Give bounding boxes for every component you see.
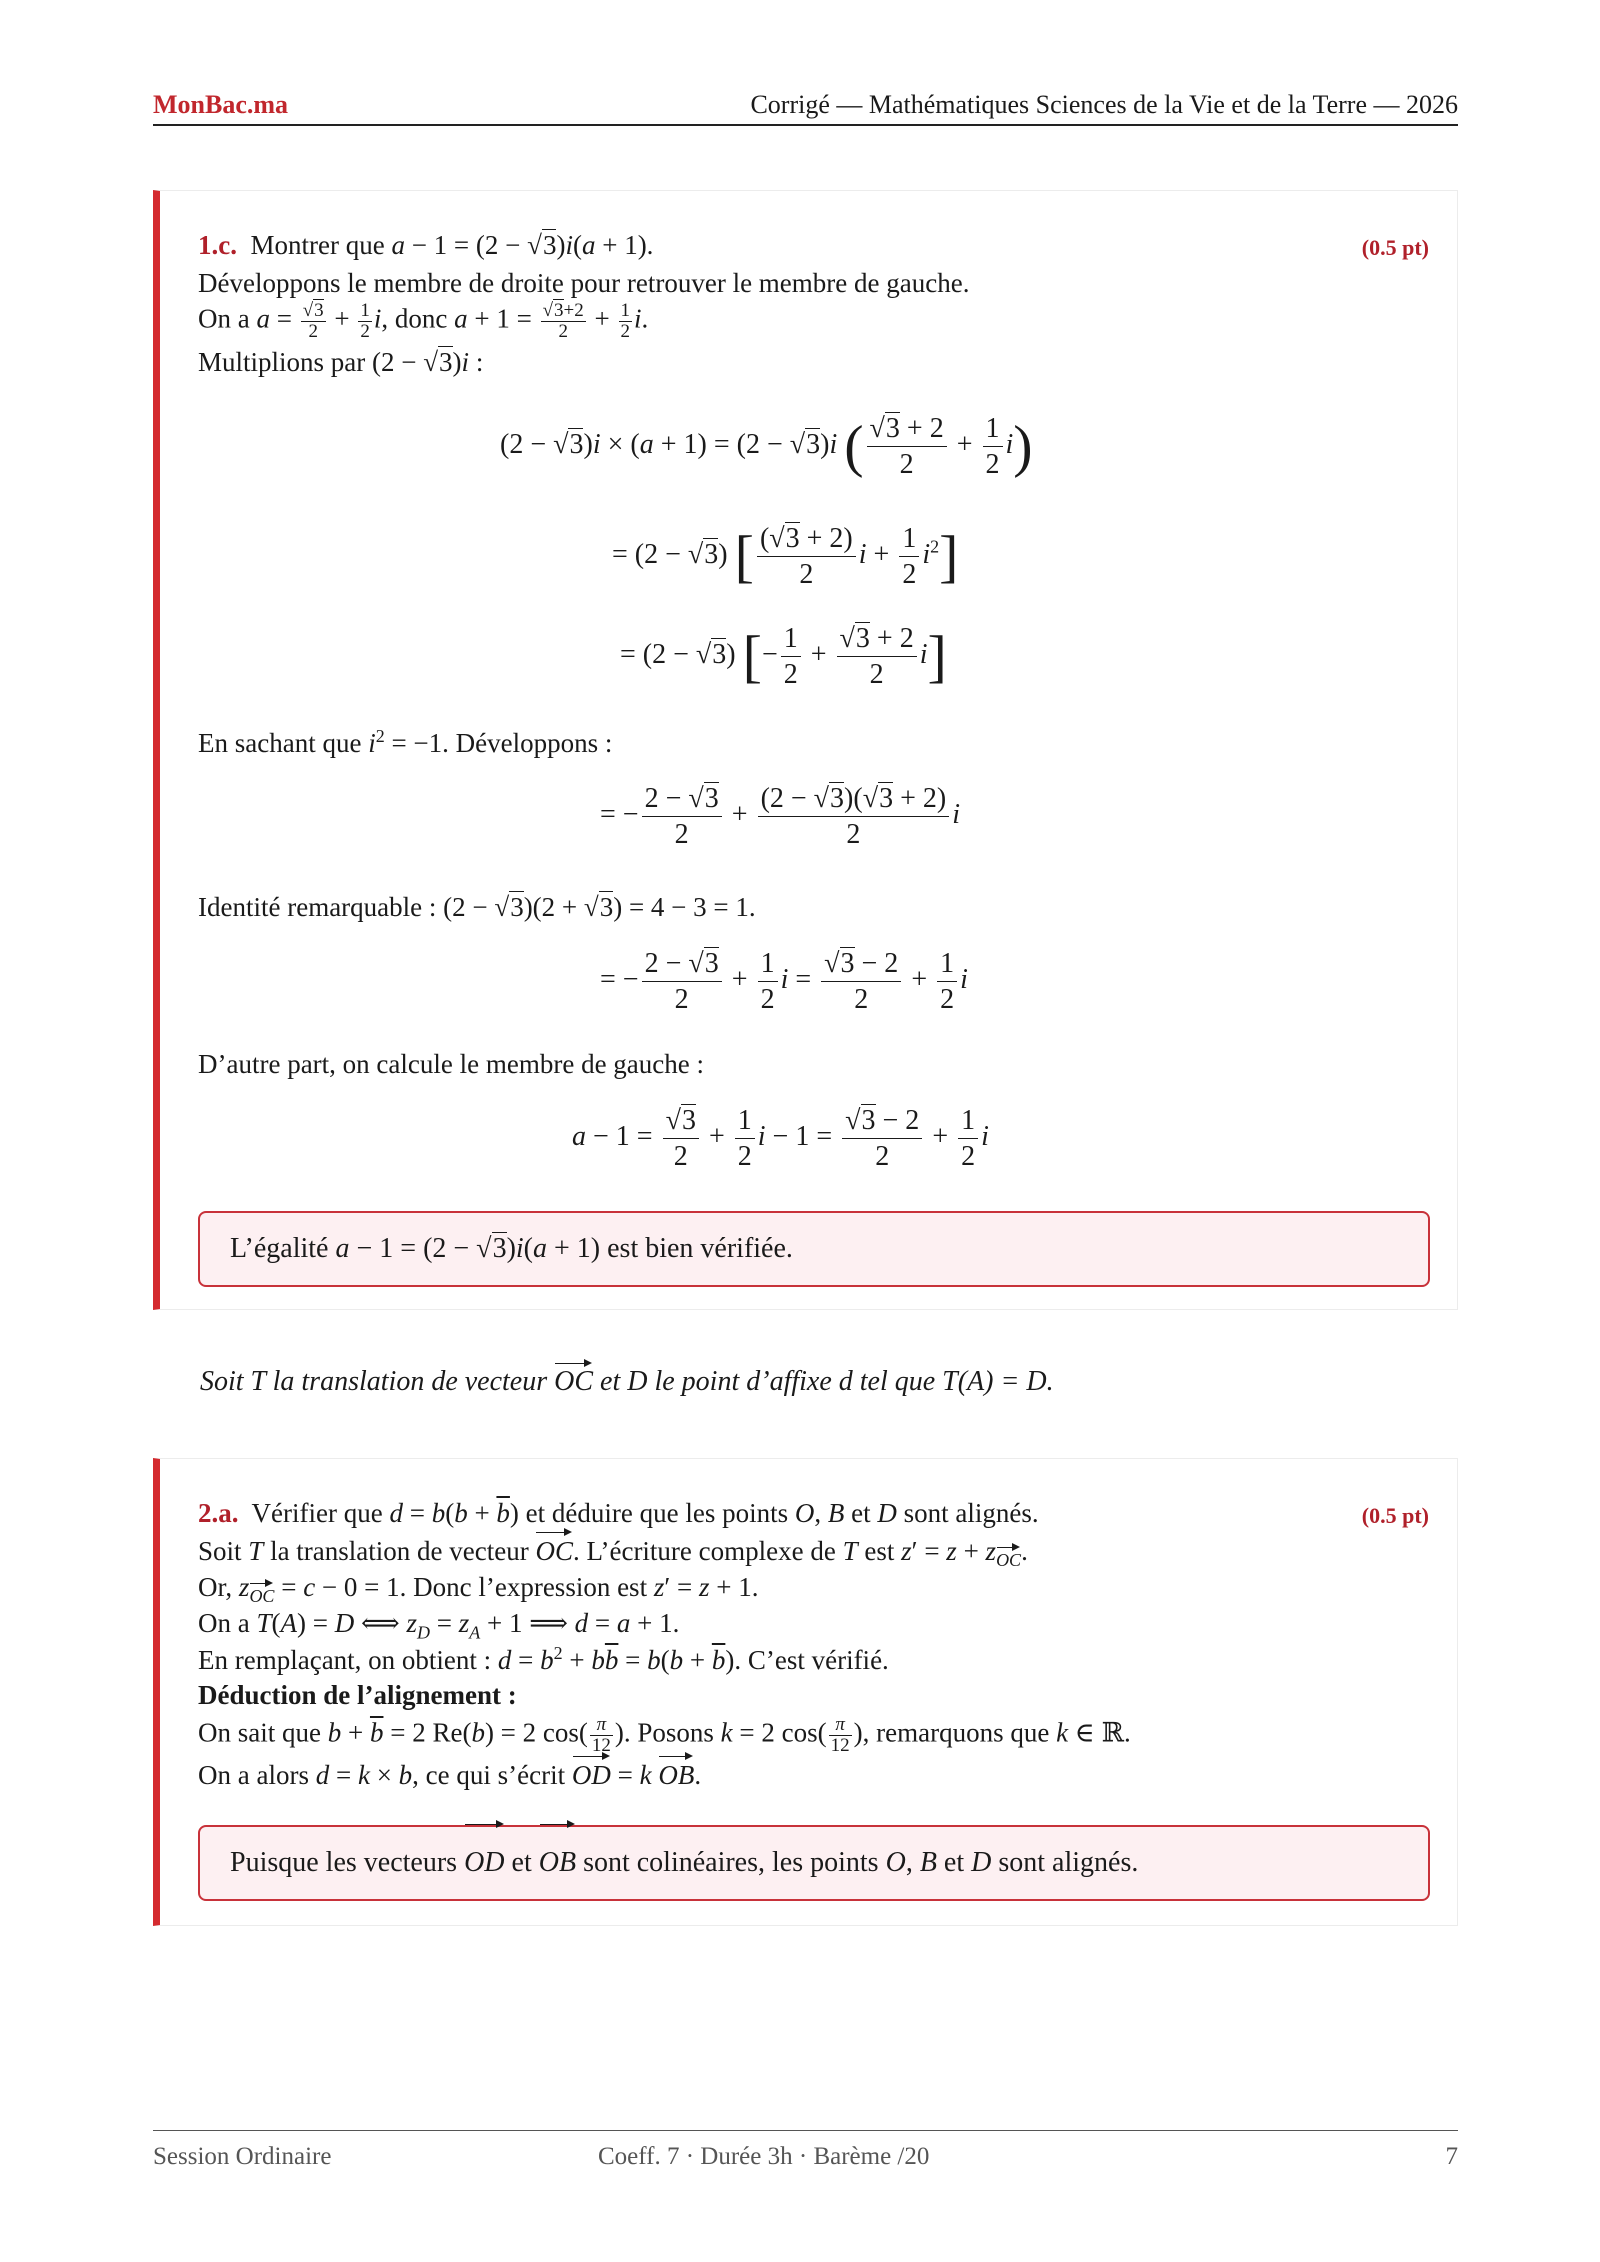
- page-header: [153, 88, 1458, 126]
- text-line-1: Soit T la translation de vecteur OC. L’écriture complexe de T est $z' = z + z_{OC}$.: [198, 1536, 1028, 1571]
- page-number: 7: [1445, 2143, 1458, 2170]
- text-line-5: On sait que $b + \overline{b} = 2$ Re(b) = 2 cos( $\frac{\pi}{12}$ ). Posons k = 2 cos( $\frac{\pi}{12}$ ), remarquons que k ∈ ℝ.: [198, 1714, 1131, 1756]
- question-number: 2.a.: [198, 1498, 239, 1528]
- question-number: 1.c.: [198, 230, 237, 260]
- conclusion-box: Puisque les vecteurs OD et OB sont colinéaires, les points O, B et D sont alignés.: [198, 1825, 1430, 1901]
- equation-line-4: = − $\frac{2 - √3}{2}$ + $\frac{(2 - √3)(√3 + 2)}{2}$ i: [600, 783, 960, 850]
- text-line: Développons le membre de droite pour retrouver le membre de gauche.: [198, 268, 970, 298]
- statement-translation: Soit T la translation de vecteur OC et D le point d’affixe d tel que T(A) = D.: [200, 1366, 1054, 1397]
- points-badge: (0.5 pt): [1361, 1503, 1429, 1528]
- equation-line-3: = (2 − √3) [− $\frac{1}{2}$ + $\frac{√3 + 2}{2}$ i]: [620, 623, 947, 690]
- footer-session: Session Ordinaire: [153, 2143, 332, 2170]
- equation-line-2: = (2 − √3) [ $\frac{(√3 + 2)}{2}$ i + $\frac{1}{2}$ $i^2$]: [612, 523, 959, 590]
- equation-line-1: (2 − √3)i × (a + 1) = (2 − √3)i ( $\frac{√3 + 2}{2}$ + $\frac{1}{2}$ i): [500, 413, 1033, 480]
- conclusion-box: L’égalité a − 1 = (2 − √3)i(a + 1) est bien vérifiée.: [198, 1211, 1430, 1287]
- question-1c-box: [153, 190, 1458, 1310]
- question-2a-statement: 2.a. Vérifier que $d = b(b + \overline{b})$ et déduire que les points O, B et D sont alignés.: [198, 1498, 1039, 1528]
- question-1c-statement: 1.c. Montrer que a − 1 = (2 − √3)i(a + 1).: [198, 230, 654, 260]
- text-line-multiply: Multiplions par (2 − √3)i :: [198, 347, 484, 377]
- points-badge: (0.5 pt): [1361, 235, 1429, 260]
- text-line-6: On a alors d = k × b, ce qui s’écrit OD = k OB.: [198, 1760, 702, 1790]
- text-line-i2: En sachant que $i^2 = -1$. Développons :: [198, 726, 613, 758]
- equation-line-6: a − 1 = $\frac{√3}{2}$ + $\frac{1}{2}$ i − 1 = $\frac{√3 - 2}{2}$ + $\frac{1}{2}$ i: [572, 1105, 989, 1172]
- text-line-autre: D’autre part, on calcule le membre de gauche :: [198, 1049, 704, 1079]
- footer-info: Coeff. 7 · Durée 3h · Barème /20: [598, 2143, 930, 2170]
- question-2a-box: [153, 1458, 1458, 1926]
- page-title: Corrigé — Mathématiques Sciences de la Vie et de la Terre — 2026: [750, 90, 1458, 119]
- brand-logo: MonBac.ma: [153, 90, 289, 119]
- section-heading: Déduction de l’alignement :: [198, 1680, 517, 1710]
- text-line-identity: Identité remarquable : (2 − √3)(2 + √3) = 4 − 3 = 1.: [198, 892, 756, 922]
- equation-line-5: = − $\frac{2 - √3}{2}$ + $\frac{1}{2}$ i = $\frac{√3 - 2}{2}$ + $\frac{1}{2}$ i: [600, 948, 968, 1015]
- text-line-4: En remplaçant, on obtient : $d = b^2 + b\overline{b} = b(b + \overline{b})$. C’est vérifié.: [198, 1643, 889, 1675]
- text-line-on-a: On a a = $\frac{√3}{2}$ + $\frac{1}{2}$ i, donc a + 1 = $\frac{√3+2}{2}$ + $\frac{1}{2}$ i.: [198, 300, 649, 342]
- page-footer: [153, 2130, 1458, 2170]
- text-line-2: Or, $z_{OC} = c - 0 = 1$. Donc l’expression est z′ = z + 1.: [198, 1572, 759, 1607]
- text-line-3: On a T(A) = D ⟺ $z_D = z_A + 1$ ⟹ d = a + 1.: [198, 1608, 680, 1643]
